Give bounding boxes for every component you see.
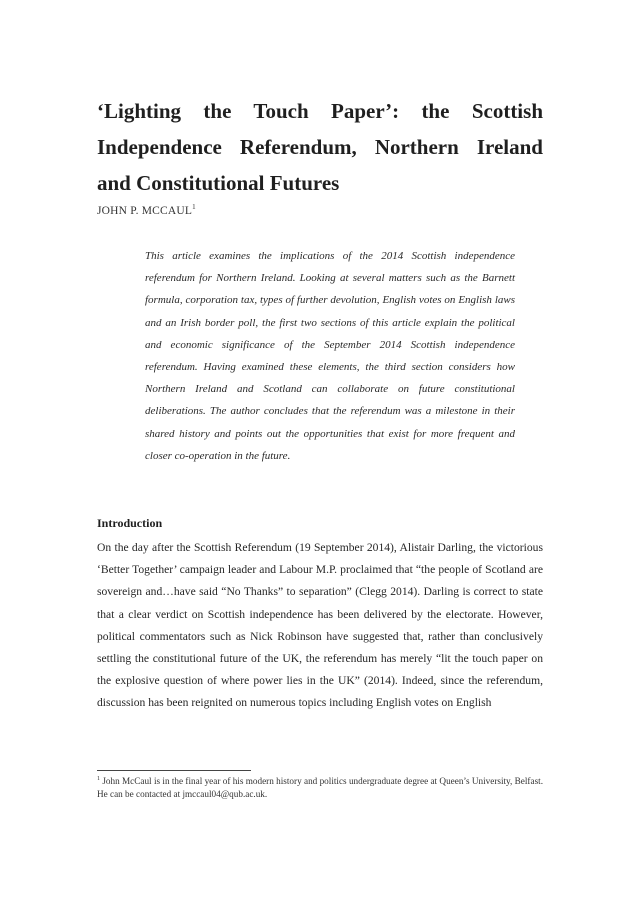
body-paragraph: On the day after the Scottish Referendum (19 September 2014), Alistair Darling, the victorious ‘Better Together’ campaign leader and Labour M.P. proclaimed that “the people of Scotland are sovereign and…have said “No Thanks” to separation” (Clegg 2014). Darling is correct to state that a clear verdict on Scottish independence has been delivered by the electorate. However, political commentators such as Nick Robinson have suggested that, rather than conclusively settling the constitutional future of the UK, the referendum has merely “lit the touch paper on the explosive question of where power lies in the UK” (2014). Indeed, since the referendum, discussion has been reignited on numerous topics including English votes on English — [97, 541, 543, 710]
author-line — [97, 205, 196, 217]
footnote — [97, 775, 543, 801]
abstract: This article examines the implications of the 2014 Scottish independence referendum for Northern Ireland. Looking at several matters such as the Barnett formula, corporation tax, types of further devolution, English votes on English laws and an Irish border poll, the first two sections of this article explain the political and economic significance of the September 2014 Scottish independence referendum. Having examined these elements, the third section considers how Northern Ireland and Scotland can collaborate on future constitutional deliberations. The author concludes that the referendum was a milestone in their shared history and points out the opportunities that exist for more frequent and closer co-operation in the future. — [145, 250, 515, 462]
footnote-marker: 1 — [97, 775, 100, 782]
article-title: ‘Lighting the Touch Paper’: the Scottish Independence Referendum, Northern Ireland and Constitutional Futures — [97, 99, 543, 195]
author-footnote-marker: 1 — [192, 203, 196, 212]
footnote-divider — [97, 770, 251, 771]
section-heading: Introduction — [97, 516, 163, 530]
footnote-text: John McCaul is in the final year of his modern history and politics undergraduate degree at Queen’s University, Belfast. He can be contacted at jmccaul04@qub.ac.uk. — [97, 776, 543, 799]
author-name: JOHN P. MCCAUL — [97, 205, 193, 217]
